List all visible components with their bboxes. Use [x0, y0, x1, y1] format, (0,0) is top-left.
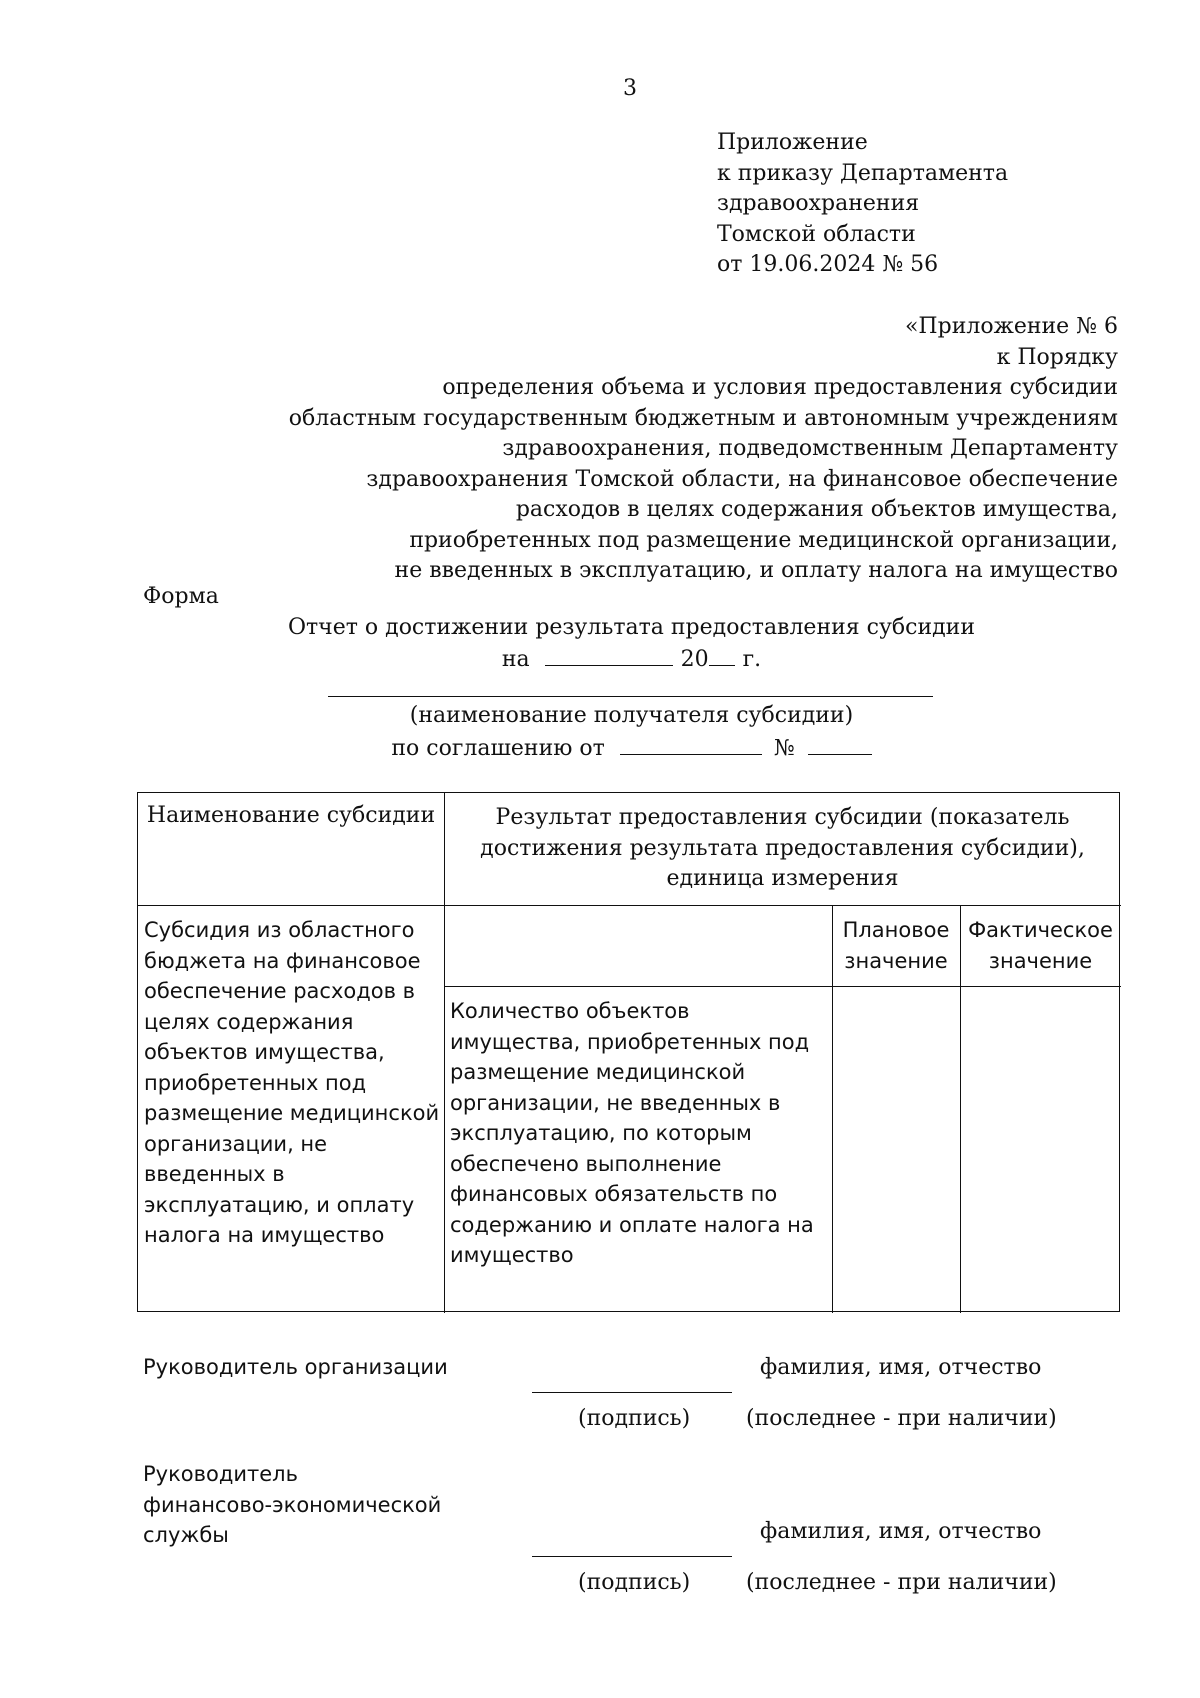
fin-fio-caption: (последнее - при наличии) [746, 1570, 1057, 1595]
appendix-line: областным государственным бюджетным и автономным учреждениям [288, 405, 1118, 431]
appendix-line: определения объема и условия предоставления субсидии [442, 375, 1118, 400]
appendix-line: к Порядку [996, 344, 1118, 370]
fin-label [143, 1459, 441, 1551]
period-year-blank [709, 645, 735, 666]
agreement-number-blank [808, 734, 872, 755]
agreement-number-sign: № [773, 736, 795, 761]
indicator-line: имущество [450, 1243, 574, 1267]
indicator-cell [450, 996, 830, 1271]
subsidy-line: объектов имущества, [144, 1040, 385, 1064]
appendix-line: приобретенных под размещение медицинской организации, [409, 527, 1118, 553]
page-number: 3 [623, 76, 637, 101]
agreement-date-blank [620, 734, 762, 755]
attachment-line: к приказу Департамента [717, 160, 1009, 186]
subsidy-line: налога на имущество [144, 1223, 385, 1247]
subsidy-line: целях содержания [144, 1009, 354, 1034]
report-period [0, 645, 1200, 672]
report-title: Отчет о достижении результата предоставления субсидии [287, 615, 976, 640]
fin-signature-caption: (подпись) [578, 1570, 691, 1595]
header-result-line: Результат предоставления субсидии (показатель [495, 805, 1070, 830]
fin-label-line: службы [143, 1523, 229, 1547]
period-date-blank [545, 645, 673, 666]
header-planned [832, 915, 960, 976]
table-divider [138, 905, 1121, 906]
subsidy-line: организации, не [144, 1131, 328, 1156]
subsidy-line: Субсидия из областного [144, 918, 415, 942]
indicator-line: организации, не введенных в [450, 1090, 781, 1115]
indicator-line: эксплуатацию, по которым [450, 1121, 752, 1145]
head-label: Руководитель организации [143, 1355, 448, 1379]
subsidy-line: введенных в [144, 1162, 285, 1186]
recipient-caption: (наименование получателя субсидии) [409, 703, 854, 728]
period-year: 20 [680, 647, 709, 672]
agreement-prefix: по соглашению от [391, 736, 605, 761]
attachment-line: Томской области [717, 221, 916, 247]
subsidy-line: размещение медицинской [144, 1101, 440, 1125]
indicator-line: Количество объектов [450, 999, 690, 1023]
header-actual-line: Фактическое [968, 918, 1113, 942]
header-result-line: достижения результата предоставления субсидии), [480, 835, 1085, 861]
subsidy-line: обеспечение расходов в [144, 979, 416, 1003]
header-actual-line: значение [988, 948, 1093, 973]
header-planned-line: Плановое [842, 918, 950, 942]
head-fio-label: фамилия, имя, отчество [760, 1355, 1042, 1380]
head-fio-caption: (последнее - при наличии) [746, 1406, 1057, 1431]
appendix-line: здравоохранения Томской области, на финансовое обеспечение [366, 466, 1118, 492]
indicator-line: обеспечено выполнение [450, 1151, 722, 1176]
subsidy-line: приобретенных под [144, 1070, 367, 1095]
period-suffix: г. [742, 647, 762, 672]
attachment-header [717, 128, 1008, 281]
appendix-header [289, 312, 1118, 587]
appendix-line: здравоохранения, подведомственным Департаменту [502, 436, 1118, 461]
form-label: Форма [143, 584, 219, 609]
appendix-line: расходов в целях содержания объектов имущества, [515, 497, 1118, 522]
subsidy-line: эксплуатацию, и оплату [144, 1192, 415, 1217]
subsidy-line: бюджета на финансовое [144, 948, 421, 973]
indicator-line: размещение медицинской [450, 1060, 746, 1084]
agreement-line [0, 734, 1200, 761]
subsidy-name-cell [144, 915, 442, 1251]
header-actual [960, 915, 1121, 976]
report-table [137, 792, 1120, 1312]
period-prefix: на [501, 647, 530, 672]
attachment-line: здравоохранения [717, 191, 920, 216]
header-result-line: единица измерения [666, 866, 899, 891]
indicator-line: имущества, приобретенных под [450, 1029, 810, 1054]
recipient-name-line [328, 696, 933, 697]
header-subsidy-name: Наименование субсидии [146, 803, 436, 828]
appendix-line: «Приложение № 6 [904, 314, 1118, 339]
header-planned-line: значение [844, 948, 948, 973]
table-divider [444, 986, 1121, 987]
head-signature-line[interactable] [532, 1392, 732, 1393]
attachment-line: Приложение [717, 130, 868, 155]
fin-fio-label: фамилия, имя, отчество [760, 1519, 1042, 1544]
fin-label-line: финансово-экономической [143, 1492, 442, 1517]
header-result [444, 803, 1121, 895]
indicator-line: финансовых обязательств по [450, 1182, 778, 1206]
indicator-line: содержанию и оплате налога на [450, 1212, 814, 1237]
head-signature-caption: (подпись) [578, 1406, 691, 1431]
fin-label-line: Руководитель [143, 1462, 298, 1486]
appendix-line: не введенных в эксплуатацию, и оплату налога на имущество [394, 558, 1118, 583]
attachment-line: от 19.06.2024 № 56 [717, 252, 939, 277]
fin-signature-line[interactable] [532, 1556, 732, 1557]
